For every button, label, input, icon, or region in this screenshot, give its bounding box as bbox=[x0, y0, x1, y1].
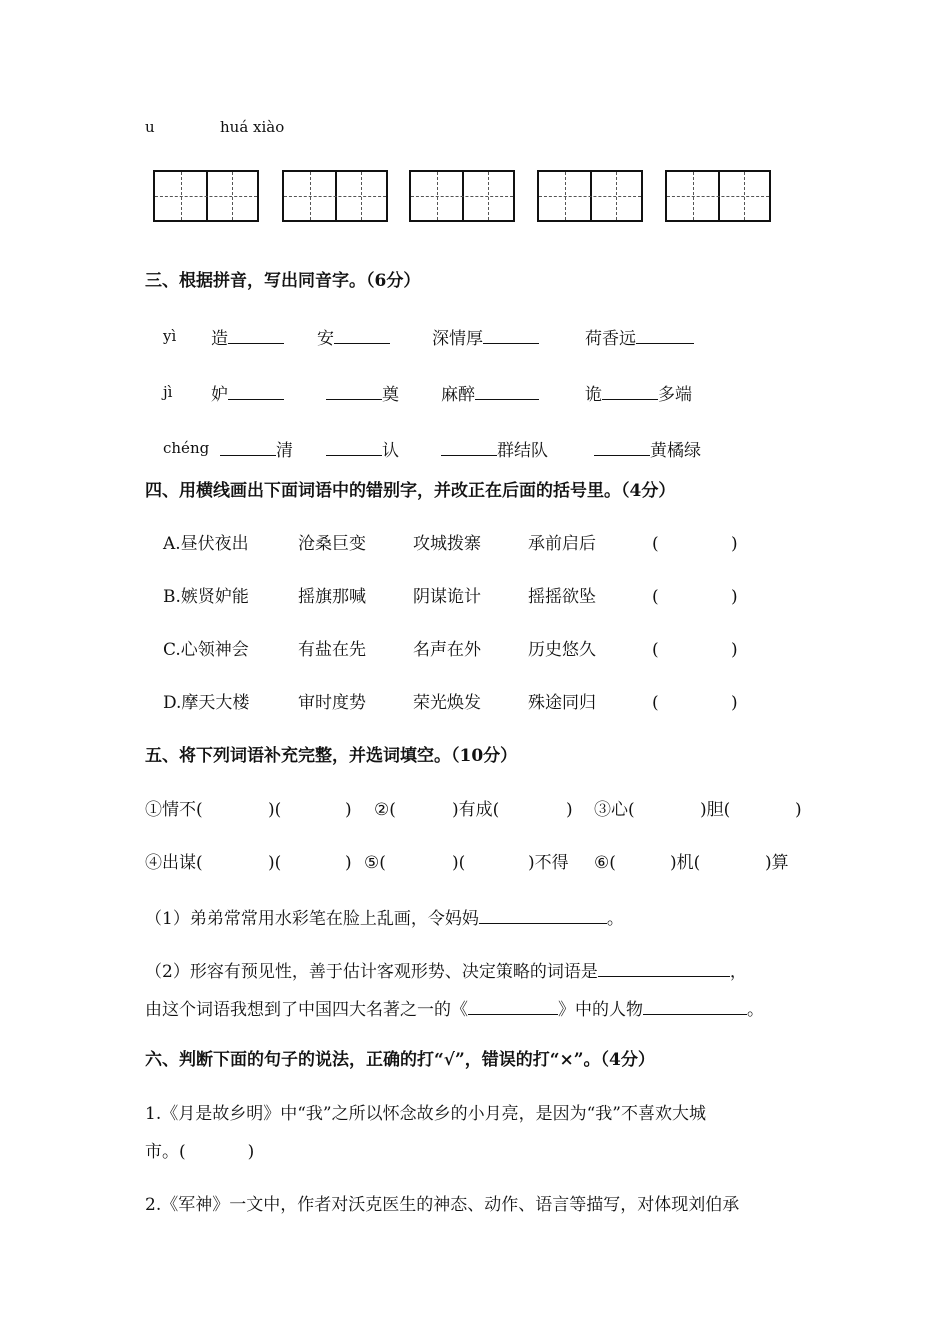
idiom-2-part1: ②( bbox=[374, 800, 396, 820]
idiom-2-part2: )有成( bbox=[452, 800, 500, 820]
word: 认 bbox=[382, 441, 399, 461]
idiom-1-part1: ①情不( bbox=[145, 800, 203, 820]
s5-q1 bbox=[145, 905, 624, 930]
writing-grid[interactable] bbox=[665, 170, 771, 222]
idiom-4-part1: ④出谋( bbox=[145, 853, 203, 873]
word: 麻醉 bbox=[441, 385, 475, 405]
idiom-5-part2: )( bbox=[452, 853, 466, 873]
writing-grid[interactable] bbox=[537, 170, 643, 222]
s4-rowC-w1: C.心领神会 bbox=[163, 640, 249, 660]
s5-q2-prefix: （2）形容有预见性，善于估计客观形势、决定策略的词语是 bbox=[145, 962, 598, 982]
s3-row2 bbox=[163, 381, 172, 403]
idiom-6-part2: )机( bbox=[670, 853, 701, 873]
writing-grid[interactable] bbox=[409, 170, 515, 222]
s5-q2-l2-mid: 》中的人物 bbox=[558, 1000, 643, 1020]
answer-blank[interactable] bbox=[643, 996, 747, 1015]
idiom-6-part1: ⑥( bbox=[594, 853, 616, 873]
s3-row1 bbox=[163, 325, 176, 347]
s3-r3-i2 bbox=[326, 437, 399, 462]
s5-q2-line2 bbox=[145, 996, 764, 1021]
s4-rowB-w4: 摇摇欲坠 bbox=[528, 587, 596, 607]
answer-blank[interactable] bbox=[598, 958, 730, 977]
s3-r2-i4 bbox=[585, 381, 692, 406]
word: 妒 bbox=[211, 385, 228, 405]
idiom-3-part1: ③心( bbox=[594, 800, 635, 820]
s6-item1-suffix: ) bbox=[247, 1142, 255, 1162]
pinyin-a: u bbox=[145, 118, 155, 136]
answer-paren-open[interactable]: ( bbox=[652, 640, 659, 660]
writing-grid[interactable] bbox=[153, 170, 259, 222]
s3-r1-i2 bbox=[317, 325, 390, 350]
s3-r1-i1 bbox=[211, 325, 284, 350]
answer-blank[interactable] bbox=[479, 905, 607, 924]
word: 黄橘绿 bbox=[650, 441, 701, 461]
section5-heading: 五、将下列词语补充完整，并选词填空。（10分） bbox=[145, 746, 518, 766]
answer-blank[interactable] bbox=[602, 381, 658, 400]
word: 多端 bbox=[658, 385, 692, 405]
idiom-3-part3: ) bbox=[795, 800, 802, 820]
s5-q1-prefix: （1）弟弟常常用水彩笔在脸上乱画，令妈妈 bbox=[145, 909, 479, 929]
word: 安 bbox=[317, 329, 334, 349]
answer-blank[interactable] bbox=[636, 325, 694, 344]
word: 群结队 bbox=[497, 441, 548, 461]
s4-rowA-w1: A.昼伏夜出 bbox=[163, 534, 249, 554]
writing-grid[interactable] bbox=[282, 170, 388, 222]
s4-rowA-w2: 沧桑巨变 bbox=[298, 534, 366, 554]
idiom-4-part2: )( bbox=[268, 853, 282, 873]
s4-rowC-w4: 历史悠久 bbox=[528, 640, 596, 660]
s3-r1-i4 bbox=[585, 325, 694, 350]
s4-rowB-w2: 摇旗那喊 bbox=[298, 587, 366, 607]
answer-paren-open[interactable]: ( bbox=[652, 534, 659, 554]
s3-r2-i1 bbox=[211, 381, 284, 406]
s4-rowC-w3: 名声在外 bbox=[413, 640, 481, 660]
s4-rowD-w1: D.摩天大楼 bbox=[163, 693, 250, 713]
s3-r3-i4 bbox=[594, 437, 701, 462]
idiom-3-part2: )胆( bbox=[700, 800, 731, 820]
word: 奠 bbox=[382, 385, 399, 405]
answer-blank[interactable] bbox=[483, 325, 539, 344]
s4-rowB-w3: 阴谋诡计 bbox=[413, 587, 481, 607]
answer-paren-open[interactable]: ( bbox=[652, 693, 659, 713]
answer-paren-close: ) bbox=[731, 587, 738, 607]
word: 清 bbox=[276, 441, 293, 461]
s5-q1-suffix: 。 bbox=[606, 909, 624, 929]
s3-r1-i3 bbox=[432, 325, 539, 350]
s4-rowA-w4: 承前启后 bbox=[528, 534, 596, 554]
s3-r3-i1 bbox=[220, 437, 293, 462]
s5-q2-suffix: ， bbox=[729, 962, 747, 982]
answer-blank[interactable] bbox=[326, 381, 382, 400]
s6-item1-prefix[interactable]: 市。( bbox=[145, 1142, 186, 1162]
idiom-6-part3: )算 bbox=[765, 853, 789, 873]
s3-r3-i3 bbox=[441, 437, 548, 462]
s6-item2-line1: 2.《军神》一文中，作者对沃克医生的神态、动作、语言等描写，对体现刘伯承 bbox=[145, 1195, 740, 1215]
s3-row3-pinyin: chéng bbox=[163, 439, 210, 457]
word: 造 bbox=[211, 329, 228, 349]
word: 深情厚 bbox=[432, 329, 483, 349]
answer-blank[interactable] bbox=[326, 437, 382, 456]
s4-rowD-w3: 荣光焕发 bbox=[413, 693, 481, 713]
idiom-2-part3: ) bbox=[566, 800, 573, 820]
s5-q2-l2-suffix: 。 bbox=[747, 1000, 764, 1020]
answer-blank[interactable] bbox=[334, 325, 390, 344]
answer-paren-close: ) bbox=[731, 534, 738, 554]
answer-paren-close: ) bbox=[731, 693, 738, 713]
answer-blank[interactable] bbox=[441, 437, 497, 456]
answer-blank[interactable] bbox=[594, 437, 650, 456]
word: 荷香远 bbox=[585, 329, 636, 349]
s4-rowB-w1: B.嫉贤妒能 bbox=[163, 587, 249, 607]
s4-rowD-w4: 殊途同归 bbox=[528, 693, 596, 713]
idiom-5-part3: )不得 bbox=[528, 853, 569, 873]
s5-q2 bbox=[145, 958, 747, 983]
idiom-1-part3: ) bbox=[345, 800, 352, 820]
section4-heading: 四、用横线画出下面词语中的错别字，并改正在后面的括号里。（4分） bbox=[145, 481, 676, 501]
answer-paren-open[interactable]: ( bbox=[652, 587, 659, 607]
s4-rowA-w3: 攻城拨寨 bbox=[413, 534, 481, 554]
s3-row1-pinyin: yì bbox=[163, 327, 177, 345]
answer-blank[interactable] bbox=[468, 996, 558, 1015]
s4-rowD-w2: 审时度势 bbox=[298, 693, 366, 713]
s3-r2-i3 bbox=[441, 381, 539, 406]
answer-blank[interactable] bbox=[220, 437, 276, 456]
answer-blank[interactable] bbox=[228, 325, 284, 344]
s5-q2-l2-prefix: 由这个词语我想到了中国四大名著之一的《 bbox=[145, 1000, 468, 1020]
s4-rowC-w2: 有盐在先 bbox=[298, 640, 366, 660]
answer-blank[interactable] bbox=[228, 381, 284, 400]
section6-heading: 六、判断下面的句子的说法，正确的打“√”，错误的打“×”。（4分） bbox=[145, 1050, 655, 1070]
idiom-5-part1: ⑤( bbox=[364, 853, 386, 873]
s3-row3 bbox=[163, 437, 209, 459]
pinyin-b: huá xiào bbox=[220, 118, 285, 136]
s3-row2-pinyin: jì bbox=[163, 383, 173, 401]
s6-item1-line1: 1.《月是故乡明》中“我”之所以怀念故乡的小月亮，是因为“我”不喜欢大城 bbox=[145, 1104, 706, 1124]
s3-r2-i2 bbox=[326, 381, 399, 406]
answer-paren-close: ) bbox=[731, 640, 738, 660]
section3-heading: 三、根据拼音，写出同音字。（6分） bbox=[145, 271, 421, 291]
answer-blank[interactable] bbox=[475, 381, 539, 400]
idiom-1-part2: )( bbox=[268, 800, 282, 820]
s6-item1-line2 bbox=[145, 1141, 254, 1163]
idiom-4-part3: ) bbox=[345, 853, 352, 873]
word: 诡 bbox=[585, 385, 602, 405]
